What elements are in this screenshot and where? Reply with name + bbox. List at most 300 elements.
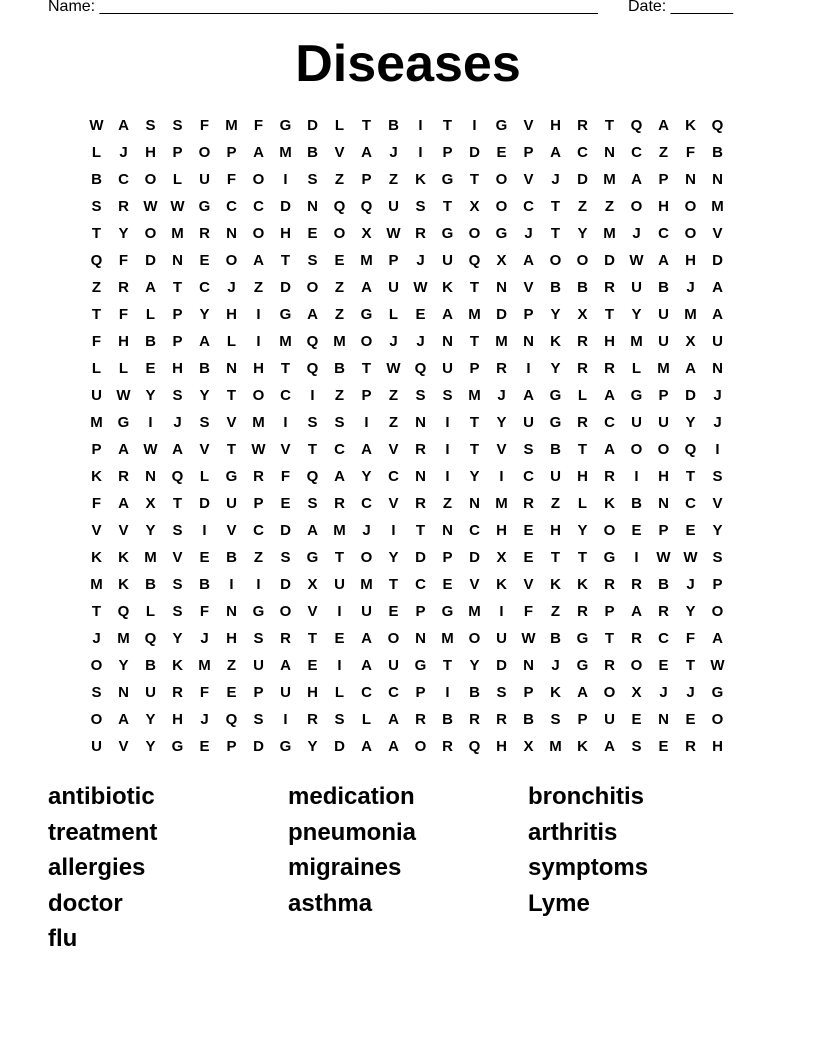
grid-letter: E [307, 225, 318, 242]
grid-letter: B [91, 171, 102, 188]
grid-letter: O [630, 198, 643, 215]
grid-letter: J [686, 576, 695, 593]
grid-letter: C [388, 468, 399, 485]
grid-letter: B [523, 711, 534, 728]
grid-letter: R [523, 495, 534, 512]
grid-letter: U [388, 198, 399, 215]
grid-letter: U [712, 333, 723, 350]
grid-letter: E [442, 576, 453, 593]
grid-letter: Z [253, 549, 264, 566]
grid-letter: R [118, 279, 129, 296]
grid-letter: G [549, 387, 562, 404]
grid-letter: L [172, 171, 183, 188]
grid-letter: A [577, 684, 588, 701]
grid-letter: I [391, 522, 396, 539]
grid-letter: M [468, 306, 481, 323]
grid-letter: U [361, 603, 372, 620]
grid-letter: V [280, 441, 291, 458]
grid-letter: J [551, 657, 560, 674]
grid-letter: I [445, 468, 450, 485]
grid-letter: W [656, 549, 671, 566]
grid-letter: M [225, 117, 238, 134]
grid-row [83, 382, 731, 409]
grid-letter: O [495, 171, 508, 188]
grid-letter: P [577, 711, 588, 728]
grid-letter: A [631, 171, 642, 188]
grid-letter: R [415, 225, 426, 242]
grid-letter: H [280, 225, 291, 242]
grid-letter: A [631, 603, 642, 620]
grid-letter: R [496, 360, 507, 377]
grid-letter: B [631, 495, 642, 512]
grid-letter: R [604, 360, 615, 377]
grid-letter: R [118, 198, 129, 215]
grid-letter: G [198, 198, 211, 215]
grid-letter: F [199, 603, 210, 620]
grid-letter: A [253, 144, 264, 161]
grid-row [83, 652, 731, 679]
grid-letter: A [361, 144, 372, 161]
grid-letter: C [523, 198, 534, 215]
grid-letter: Z [334, 171, 345, 188]
grid-letter: G [630, 387, 643, 404]
grid-letter: D [469, 144, 480, 161]
grid-letter: K [415, 171, 426, 188]
grid-letter: T [226, 387, 237, 404]
grid-letter: J [524, 225, 533, 242]
grid-letter: R [631, 576, 642, 593]
grid-letter: H [118, 333, 129, 350]
grid-letter: J [389, 333, 398, 350]
grid-letter: F [118, 252, 129, 269]
grid-letter: M [279, 333, 292, 350]
grid-letter: A [388, 738, 399, 755]
grid-letter: H [658, 468, 669, 485]
grid-letter: B [442, 711, 453, 728]
grid-letter: A [361, 738, 372, 755]
grid-letter: G [603, 549, 616, 566]
grid-letter: C [631, 144, 642, 161]
grid-letter: W [143, 198, 158, 215]
grid-letter: K [118, 549, 129, 566]
grid-letter: O [711, 711, 724, 728]
grid-letter: L [91, 360, 102, 377]
grid-letter: K [91, 468, 102, 485]
grid-letter: B [145, 333, 156, 350]
grid-row [83, 544, 731, 571]
grid-letter: E [415, 306, 426, 323]
grid-letter: C [658, 225, 669, 242]
grid-letter: R [469, 711, 480, 728]
grid-letter: D [469, 549, 480, 566]
grid-letter: F [523, 603, 534, 620]
grid-letter: U [523, 414, 534, 431]
grid-letter: O [360, 549, 373, 566]
grid-letter: P [253, 495, 264, 512]
grid-letter: K [550, 576, 561, 593]
grid-letter: E [226, 684, 237, 701]
grid-letter: J [389, 144, 398, 161]
grid-letter: F [91, 495, 102, 512]
grid-letter: P [361, 171, 372, 188]
grid-letter: B [577, 279, 588, 296]
grid-letter: G [279, 306, 292, 323]
grid-letter: C [280, 387, 291, 404]
grid-letter: I [337, 657, 342, 674]
grid-letter: D [577, 171, 588, 188]
grid-letter: D [496, 306, 507, 323]
grid-letter: S [253, 630, 264, 647]
grid-letter: R [118, 468, 129, 485]
grid-letter: M [468, 603, 481, 620]
grid-letter: T [685, 468, 696, 485]
grid-row [83, 355, 731, 382]
grid-letter: Y [307, 738, 318, 755]
grid-letter: O [90, 657, 103, 674]
grid-letter: N [226, 360, 237, 377]
grid-letter: F [685, 144, 696, 161]
grid-letter: M [279, 144, 292, 161]
grid-letter: P [172, 144, 183, 161]
grid-letter: V [118, 522, 129, 539]
grid-letter: Z [388, 387, 399, 404]
grid-letter: U [91, 738, 102, 755]
grid-letter: W [89, 117, 104, 134]
word-list-item: migraines [288, 854, 402, 881]
grid-row [83, 679, 731, 706]
grid-letter: F [91, 333, 102, 350]
grid-letter: A [604, 738, 615, 755]
grid-letter: O [468, 630, 481, 647]
grid-letter: P [658, 171, 669, 188]
grid-letter: U [442, 360, 453, 377]
grid-letter: T [442, 117, 453, 134]
grid-letter: C [577, 144, 588, 161]
grid-letter: D [604, 252, 615, 269]
grid-letter: B [550, 441, 561, 458]
grid-letter: D [280, 198, 291, 215]
grid-letter: R [307, 711, 318, 728]
grid-letter: P [415, 684, 426, 701]
grid-letter: M [657, 360, 670, 377]
grid-letter: A [658, 117, 669, 134]
grid-letter: R [577, 414, 588, 431]
grid-letter: P [658, 387, 669, 404]
grid-letter: X [496, 252, 507, 269]
grid-letter: E [334, 630, 345, 647]
grid-letter: N [442, 333, 453, 350]
grid-letter: C [415, 576, 426, 593]
grid-letter: K [604, 495, 615, 512]
grid-letter: A [604, 387, 615, 404]
grid-letter: T [334, 549, 345, 566]
grid-letter: S [307, 171, 318, 188]
grid-letter: O [684, 225, 697, 242]
grid-letter: N [145, 468, 156, 485]
grid-letter: I [283, 711, 288, 728]
grid-letter: N [415, 468, 426, 485]
grid-letter: N [685, 171, 696, 188]
grid-letter: B [226, 549, 237, 566]
grid-letter: S [550, 711, 561, 728]
grid-letter: A [712, 279, 723, 296]
grid-letter: T [172, 495, 183, 512]
grid-letter: M [333, 522, 346, 539]
grid-letter: E [658, 738, 669, 755]
grid-letter: C [334, 441, 345, 458]
grid-letter: H [685, 252, 696, 269]
grid-letter: Y [199, 387, 210, 404]
grid-letter: J [119, 144, 128, 161]
grid-letter: I [310, 387, 315, 404]
grid-letter: I [445, 441, 450, 458]
grid-letter: U [442, 252, 453, 269]
grid-letter: B [550, 279, 561, 296]
grid-letter: T [280, 252, 291, 269]
grid-letter: H [550, 522, 561, 539]
grid-letter: V [91, 522, 102, 539]
grid-letter: Q [90, 252, 103, 269]
grid-letter: V [523, 576, 534, 593]
grid-letter: G [225, 468, 238, 485]
grid-letter: T [91, 306, 102, 323]
grid-row [83, 598, 731, 625]
grid-letter: J [686, 279, 695, 296]
grid-letter: D [712, 252, 723, 269]
grid-letter: H [496, 738, 507, 755]
grid-letter: G [576, 630, 589, 647]
grid-letter: B [469, 684, 480, 701]
grid-letter: L [334, 684, 345, 701]
grid-letter: T [469, 279, 480, 296]
grid-letter: M [711, 198, 724, 215]
grid-letter: D [280, 279, 291, 296]
grid-letter: M [603, 225, 616, 242]
grid-letter: Q [630, 117, 643, 134]
grid-letter: A [523, 387, 534, 404]
grid-letter: T [469, 441, 480, 458]
grid-letter: Y [469, 468, 480, 485]
word-list-item: doctor [48, 889, 123, 917]
grid-letter: K [172, 657, 183, 674]
grid-letter: Y [550, 360, 561, 377]
grid-row [83, 220, 731, 247]
grid-letter: C [658, 630, 669, 647]
grid-letter: Y [469, 657, 480, 674]
grid-letter: I [283, 414, 288, 431]
grid-letter: Y [550, 306, 561, 323]
grid-letter: T [172, 279, 183, 296]
grid-letter: A [523, 252, 534, 269]
grid-letter: X [523, 738, 534, 755]
grid-letter: O [252, 171, 265, 188]
grid-letter: H [226, 306, 237, 323]
grid-letter: N [118, 684, 129, 701]
grid-letter: E [496, 144, 507, 161]
grid-letter: S [172, 576, 183, 593]
grid-letter: S [496, 684, 507, 701]
grid-letter: A [280, 657, 291, 674]
grid-letter: T [280, 360, 291, 377]
grid-letter: A [361, 630, 372, 647]
grid-letter: O [144, 225, 157, 242]
grid-letter: X [361, 225, 372, 242]
grid-letter: O [198, 144, 211, 161]
grid-letter: S [91, 198, 102, 215]
grid-letter: N [712, 171, 723, 188]
grid-row [83, 301, 731, 328]
grid-letter: I [472, 117, 477, 134]
grid-letter: U [388, 279, 399, 296]
grid-letter: M [684, 306, 697, 323]
grid-letter: F [118, 306, 129, 323]
grid-letter: I [256, 306, 261, 323]
grid-letter: A [334, 468, 345, 485]
grid-letter: J [632, 225, 641, 242]
grid-letter: D [199, 495, 210, 512]
grid-row [83, 571, 731, 598]
grid-letter: M [360, 576, 373, 593]
grid-letter: A [388, 711, 399, 728]
grid-letter: G [495, 225, 508, 242]
word-list-item: symptoms [528, 854, 649, 881]
grid-letter: E [685, 711, 696, 728]
grid-letter: T [577, 441, 588, 458]
grid-letter: R [577, 117, 588, 134]
grid-letter: C [685, 495, 696, 512]
grid-letter: G [414, 657, 427, 674]
grid-letter: H [577, 468, 588, 485]
grid-letter: B [199, 576, 210, 593]
grid-letter: Z [577, 198, 588, 215]
grid-letter: H [712, 738, 723, 755]
grid-letter: S [307, 495, 318, 512]
grid-letter: I [418, 144, 423, 161]
grid-letter: L [361, 711, 372, 728]
grid-letter: I [337, 603, 342, 620]
puzzle-title: Diseases [295, 35, 521, 93]
grid-letter: V [307, 603, 318, 620]
letter-grid [83, 112, 731, 760]
grid-row [83, 166, 731, 193]
grid-letter: G [279, 738, 292, 755]
grid-letter: C [604, 414, 615, 431]
grid-letter: M [171, 225, 184, 242]
grid-letter: C [226, 198, 237, 215]
grid-letter: J [416, 252, 425, 269]
grid-letter: D [415, 549, 426, 566]
grid-letter: V [523, 279, 534, 296]
grid-letter: S [415, 198, 426, 215]
grid-letter: P [172, 333, 183, 350]
grid-letter: W [413, 279, 428, 296]
header-line [48, 0, 748, 20]
grid-letter: A [307, 522, 318, 539]
grid-letter: S [145, 117, 156, 134]
grid-letter: S [199, 414, 210, 431]
grid-letter: N [415, 630, 426, 647]
grid-letter: M [117, 630, 130, 647]
grid-letter: Y [145, 387, 156, 404]
word-list-item: flu [48, 925, 78, 952]
grid-letter: K [550, 333, 561, 350]
grid-letter: M [144, 549, 157, 566]
grid-letter: R [442, 738, 453, 755]
grid-letter: A [145, 279, 156, 296]
grid-letter: J [200, 630, 209, 647]
grid-letter: H [226, 630, 237, 647]
grid-letter: P [658, 522, 669, 539]
grid-letter: S [415, 387, 426, 404]
grid-letter: T [550, 549, 561, 566]
grid-letter: M [198, 657, 211, 674]
grid-letter: P [442, 549, 453, 566]
grid-letter: C [388, 684, 399, 701]
grid-letter: O [630, 441, 643, 458]
grid-letter: E [199, 252, 210, 269]
grid-letter: S [172, 387, 183, 404]
grid-letter: P [712, 576, 723, 593]
grid-letter: H [172, 711, 183, 728]
grid-letter: H [253, 360, 264, 377]
grid-letter: B [712, 144, 723, 161]
grid-letter: F [280, 468, 291, 485]
grid-letter: Z [442, 495, 453, 512]
grid-letter: U [253, 657, 264, 674]
grid-letter: G [549, 414, 562, 431]
grid-letter: T [361, 117, 372, 134]
grid-letter: P [523, 684, 534, 701]
grid-letter: L [91, 144, 102, 161]
grid-letter: S [91, 684, 102, 701]
grid-letter: L [577, 495, 588, 512]
grid-letter: Q [225, 711, 238, 728]
grid-letter: A [172, 441, 183, 458]
grid-letter: U [145, 684, 156, 701]
grid-letter: T [307, 441, 318, 458]
grid-letter: M [360, 252, 373, 269]
grid-letter: Z [388, 414, 399, 431]
grid-letter: M [441, 630, 454, 647]
grid-letter: A [712, 306, 723, 323]
grid-letter: L [199, 468, 210, 485]
grid-letter: U [280, 684, 291, 701]
grid-letter: O [306, 279, 319, 296]
grid-letter: M [333, 333, 346, 350]
grid-letter: Y [631, 306, 642, 323]
grid-letter: W [170, 198, 185, 215]
grid-letter: Z [604, 198, 615, 215]
grid-letter: J [200, 711, 209, 728]
grid-letter: N [415, 414, 426, 431]
grid-letter: T [550, 198, 561, 215]
grid-letter: N [658, 711, 669, 728]
grid-letter: Q [360, 198, 373, 215]
grid-letter: J [173, 414, 182, 431]
grid-letter: T [91, 603, 102, 620]
grid-letter: H [658, 198, 669, 215]
grid-letter: I [526, 360, 531, 377]
grid-letter: I [229, 576, 234, 593]
grid-letter: Q [468, 738, 481, 755]
grid-letter: Y [496, 414, 507, 431]
grid-letter: B [145, 576, 156, 593]
grid-letter: O [360, 333, 373, 350]
grid-letter: L [631, 360, 642, 377]
grid-letter: T [307, 630, 318, 647]
grid-letter: I [148, 414, 153, 431]
grid-letter: N [226, 603, 237, 620]
